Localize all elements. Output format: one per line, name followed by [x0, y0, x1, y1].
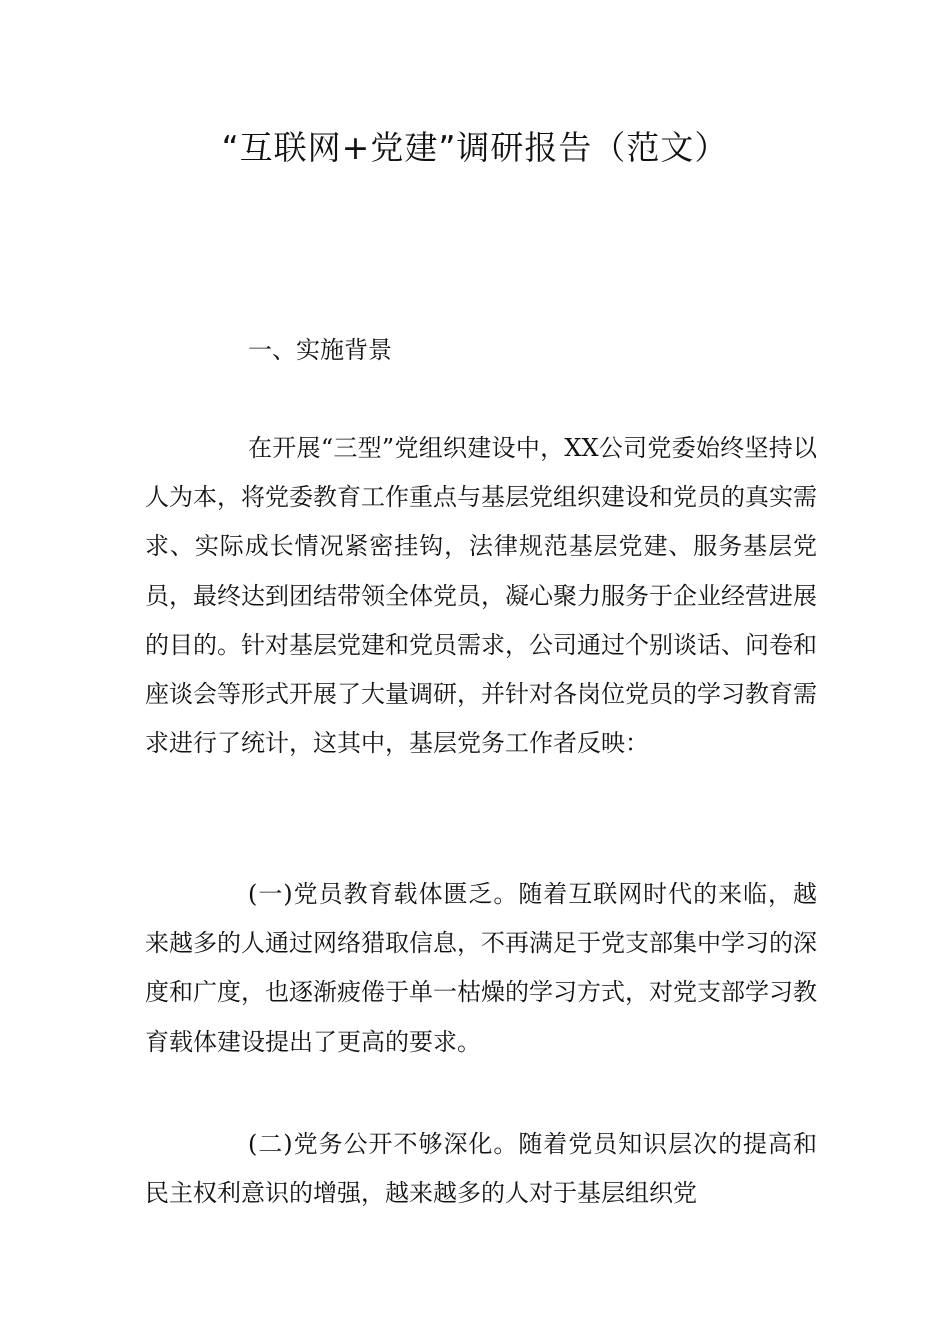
section-heading-background: 一、实施背景	[248, 336, 392, 364]
paragraph-intro: 在开展“三型”党组织建设中，XX公司党委始终坚持以人为本，将党委教育工作重点与基层党组织建设和党员的真实需求、实际成长情况紧密挂钩，法律规范基层党建、服务基层党员，最终达到团结带领全体党员，凝心聚力服务于企业经营进展的目的。针对基层党建和党员需求，公司通过个别谈话、问卷和座谈会等形式开展了大量调研，并针对各岗位党员的学习教育需求进行了统计，这其中，基层党务工作者反映：	[145, 434, 817, 758]
paragraph-item-1: (一)党员教育载体匮乏。随着互联网时代的来临，越来越多的人通过网络猎取信息，不再满足于党支部集中学习的深度和广度，也逐渐疲倦于单一枯燥的学习方式，对党支部学习教育载体建设提出了更高的要求。	[145, 880, 817, 1056]
document-title: “互联网+党建”调研报告（范文）	[221, 128, 729, 167]
paragraph-item-2: (二)党务公开不够深化。随着党员知识层次的提高和民主权利意识的增强，越来越多的人对于基层组织党	[145, 1130, 817, 1208]
